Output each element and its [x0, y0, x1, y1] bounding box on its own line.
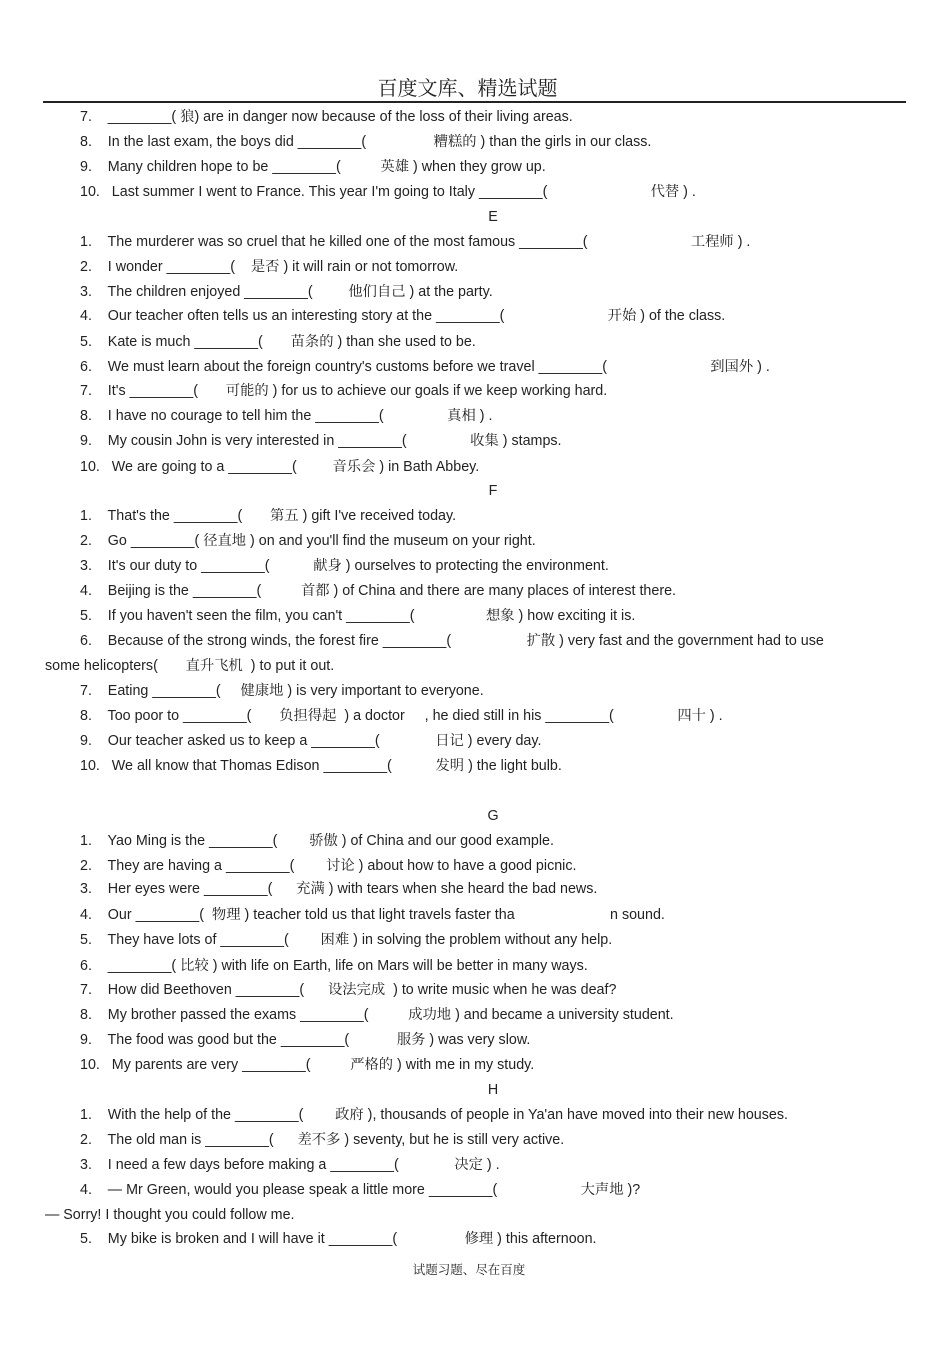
exercise-item: 7. It's ________( 可能的 ) for us to achieve our goals if we keep working hard.: [80, 383, 608, 399]
header-rule: [43, 101, 906, 103]
exercise-item: 5. If you haven't seen the film, you can't ________( 想象 ) how exciting it is.: [80, 608, 636, 624]
exercise-item: 4. Beijing is the ________( 首都 ) of China and there are many places of interest there.: [80, 583, 677, 599]
exercise-item: 2. I wonder ________( 是否 ) it will rain or not tomorrow.: [80, 259, 459, 275]
exercise-item: 7. How did Beethoven ________( 设法完成 ) to write music when he was deaf?: [80, 982, 617, 998]
exercise-item: 3. Her eyes were ________( 充满 ) with tears when she heard the bad news.: [80, 881, 598, 897]
exercise-item: 8. I have no courage to tell him the ________( 真相 ) .: [80, 408, 493, 424]
exercise-item: 1. That's the ________( 第五 ) gift I've received today.: [80, 508, 457, 524]
exercise-item: 8. In the last exam, the boys did ________( 糟糕的 ) than the girls in our class.: [80, 134, 652, 150]
exercise-item: 10. My parents are very ________( 严格的 ) with me in my study.: [80, 1057, 535, 1073]
exercise-item: 1. The murderer was so cruel that he killed one of the most famous ________( 工程师 ) .: [80, 234, 751, 250]
exercise-line-continuation: some helicopters( 直升飞机 ) to put it out.: [45, 658, 335, 674]
exercise-item: 2. The old man is ________( 差不多 ) seventy, but he is still very active.: [80, 1132, 565, 1148]
exercise-item: 8. Too poor to ________( 负担得起 ) a doctor , he died still in his ________( 四十 ) .: [80, 708, 723, 724]
exercise-item: 1. With the help of the ________( 政府 ), thousands of people in Ya'an have moved into their new houses.: [80, 1107, 788, 1123]
exercise-item: 10. We all know that Thomas Edison ________( 发明 ) the light bulb.: [80, 758, 562, 774]
exercise-item: 9. The food was good but the ________( 服务 ) was very slow.: [80, 1032, 531, 1048]
exercise-item: 9. Our teacher asked us to keep a ________( 日记 ) every day.: [80, 733, 542, 749]
exercise-item: 9. My cousin John is very interested in ________( 收集 ) stamps.: [80, 433, 562, 449]
exercise-item: 4. Our ________( 物理 ) teacher told us that light travels faster tha n sound.: [80, 907, 665, 923]
exercise-item: 2. They are having a ________( 讨论 ) about how to have a good picnic.: [80, 858, 577, 874]
exercise-item: 5. They have lots of ________( 困难 ) in solving the problem without any help.: [80, 932, 613, 948]
section-heading: G: [487, 808, 499, 824]
exercise-item: 4. Our teacher often tells us an interesting story at the ________( 开始 ) of the class.: [80, 308, 726, 324]
exercise-item: 6. We must learn about the foreign country's customs before we travel ________( 到国外 ) .: [80, 359, 770, 375]
exercise-item: 9. Many children hope to be ________( 英雄 ) when they grow up.: [80, 159, 546, 175]
exercise-item: 1. Yao Ming is the ________( 骄傲 ) of China and our good example.: [80, 833, 554, 849]
page-title: 百度文库、精选试题: [377, 76, 558, 100]
exercise-item: 7. Eating ________( 健康地 ) is very important to everyone.: [80, 683, 484, 699]
section-heading: E: [488, 209, 498, 225]
exercise-item: 3. The children enjoyed ________( 他们自己 ) at the party.: [80, 284, 493, 300]
section-heading: H: [487, 1082, 499, 1098]
exercise-item: 2. Go ________( 径直地 ) on and you'll find the museum on your right.: [80, 533, 536, 549]
exercise-line-continuation: — Sorry! I thought you could follow me.: [45, 1207, 295, 1223]
exercise-item: 6. Because of the strong winds, the forest fire ________( 扩散 ) very fast and the government had to use: [80, 633, 824, 649]
exercise-item: 8. My brother passed the exams ________( 成功地 ) and became a university student.: [80, 1007, 674, 1023]
exercise-item: 10. We are going to a ________( 音乐会 ) in Bath Abbey.: [80, 459, 480, 475]
exercise-item: 7. ________( 狼) are in danger now because of the loss of their living areas.: [80, 109, 573, 125]
exercise-item: 3. It's our duty to ________( 献身 ) ourselves to protecting the environment.: [80, 558, 609, 574]
exercise-item: 3. I need a few days before making a ________( 决定 ) .: [80, 1157, 500, 1173]
exercise-item: 10. Last summer I went to France. This year I'm going to Italy ________( 代替 ) .: [80, 184, 696, 200]
section-heading: F: [488, 483, 498, 499]
exercise-item: 4. — Mr Green, would you please speak a little more ________( 大声地 )?: [80, 1182, 641, 1198]
exercise-item: 5. My bike is broken and I will have it ________( 修理 ) this afternoon.: [80, 1231, 597, 1247]
page-footer: 试题习题、尽在百度: [412, 1262, 526, 1277]
exercise-item: 5. Kate is much ________( 苗条的 ) than she used to be.: [80, 334, 476, 350]
exercise-item: 6. ________( 比较 ) with life on Earth, life on Mars will be better in many ways.: [80, 958, 588, 974]
